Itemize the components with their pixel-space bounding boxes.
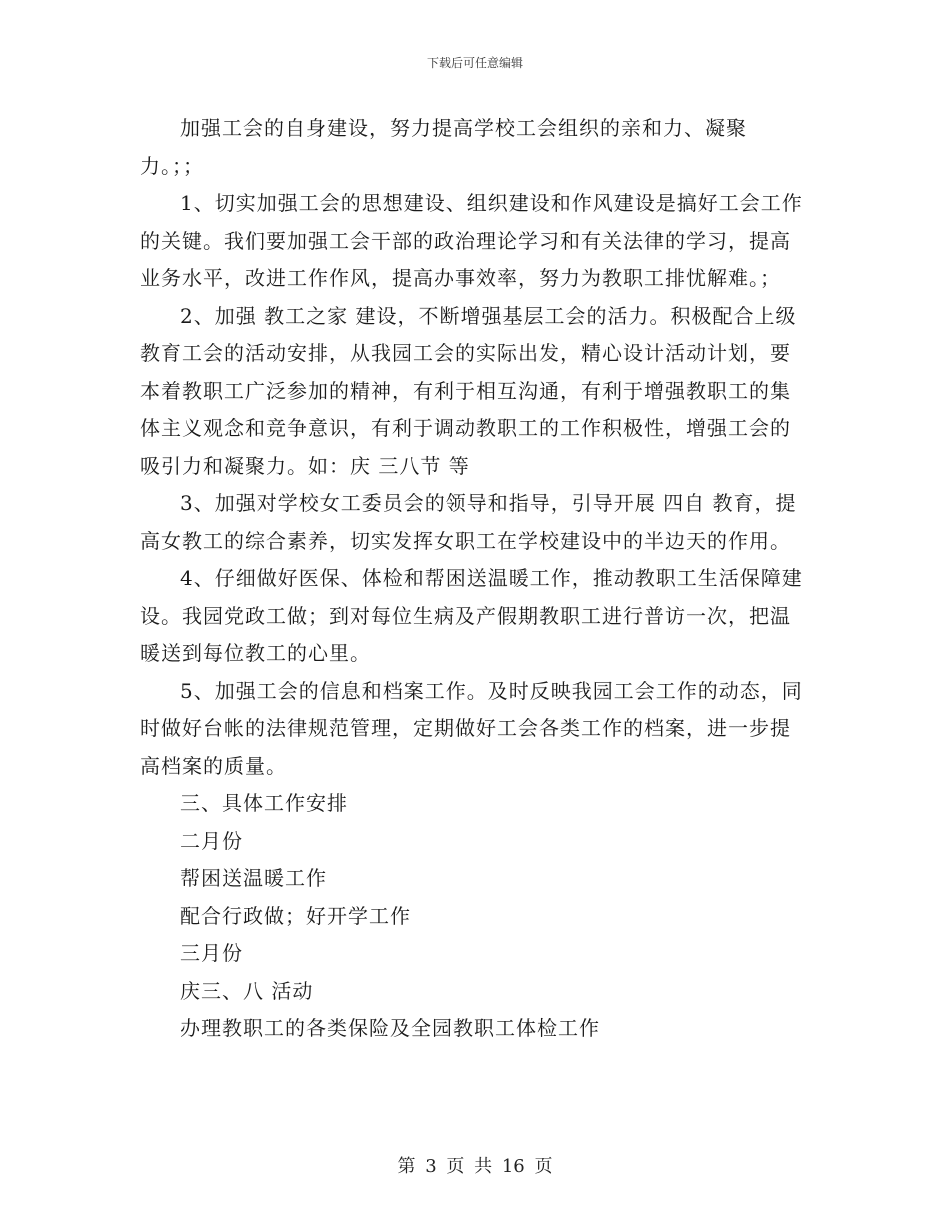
- paragraph-item-1: 1、切实加强工会的思想建设、组织建设和作风建设是搞好工会工作的关键。我们要加强工会干部的政治理论学习和有关法律的学习，提高业务水平，改进工作作风，提高办事效率，努力为教职工排忧解难。；: [140, 191, 803, 290]
- document-body: [140, 110, 810, 1048]
- schedule-line: 帮困送温暖工作: [180, 866, 327, 890]
- page-number: 第 3 页 共 16 页: [397, 1156, 553, 1177]
- schedule-line: 配合行政做；好开学工作: [180, 903, 411, 928]
- schedule-line: 办理教职工的各类保险及全园教职工体检工作: [180, 1016, 600, 1040]
- header-note: 下载后可任意编辑: [426, 56, 523, 70]
- paragraph-item-4: 4、仔细做好医保、体检和帮困送温暖工作，推动教职工生活保障建设。我园党政工做；到对每位生病及产假期教职工进行普访一次，把温暖送到每位教工的心里。: [140, 566, 803, 665]
- paragraph-item-5: 5、加强工会的信息和档案工作。及时反映我园工会工作的动态，同时做好台帐的法律规范管理，定期做好工会各类工作的档案，进一步提高档案的质量。: [140, 678, 803, 778]
- paragraph-item-2: 2、加强 教工之家 建设，不断增强基层工会的活力。积极配合上级教育工会的活动安排，从我园工会的实际出发，精心设计活动计划，要本着教职工广泛参加的精神，有利于相互沟通，有利于增强教职工的集体主义观念和竞争意识，有利于调动教职工的工作积极性，增强工会的吸引力和凝聚力。如：庆 三八节 等: [140, 303, 797, 478]
- month-heading-feb: 二月份: [180, 828, 243, 853]
- paragraph-item-3: 3、加强对学校女工委员会的领导和指导，引导开展 四自 教育，提高女教工的综合素养，切实发挥女职工在学校建设中的半边天的作用。: [140, 491, 797, 553]
- paragraph-intro: 加强工会的自身建设，努力提高学校工会组织的亲和力、凝聚力。；；: [140, 116, 747, 178]
- section-heading: 三、具体工作安排: [180, 791, 348, 815]
- schedule-line: 庆三、八 活动: [180, 978, 314, 1003]
- month-heading-mar: 三月份: [180, 941, 243, 965]
